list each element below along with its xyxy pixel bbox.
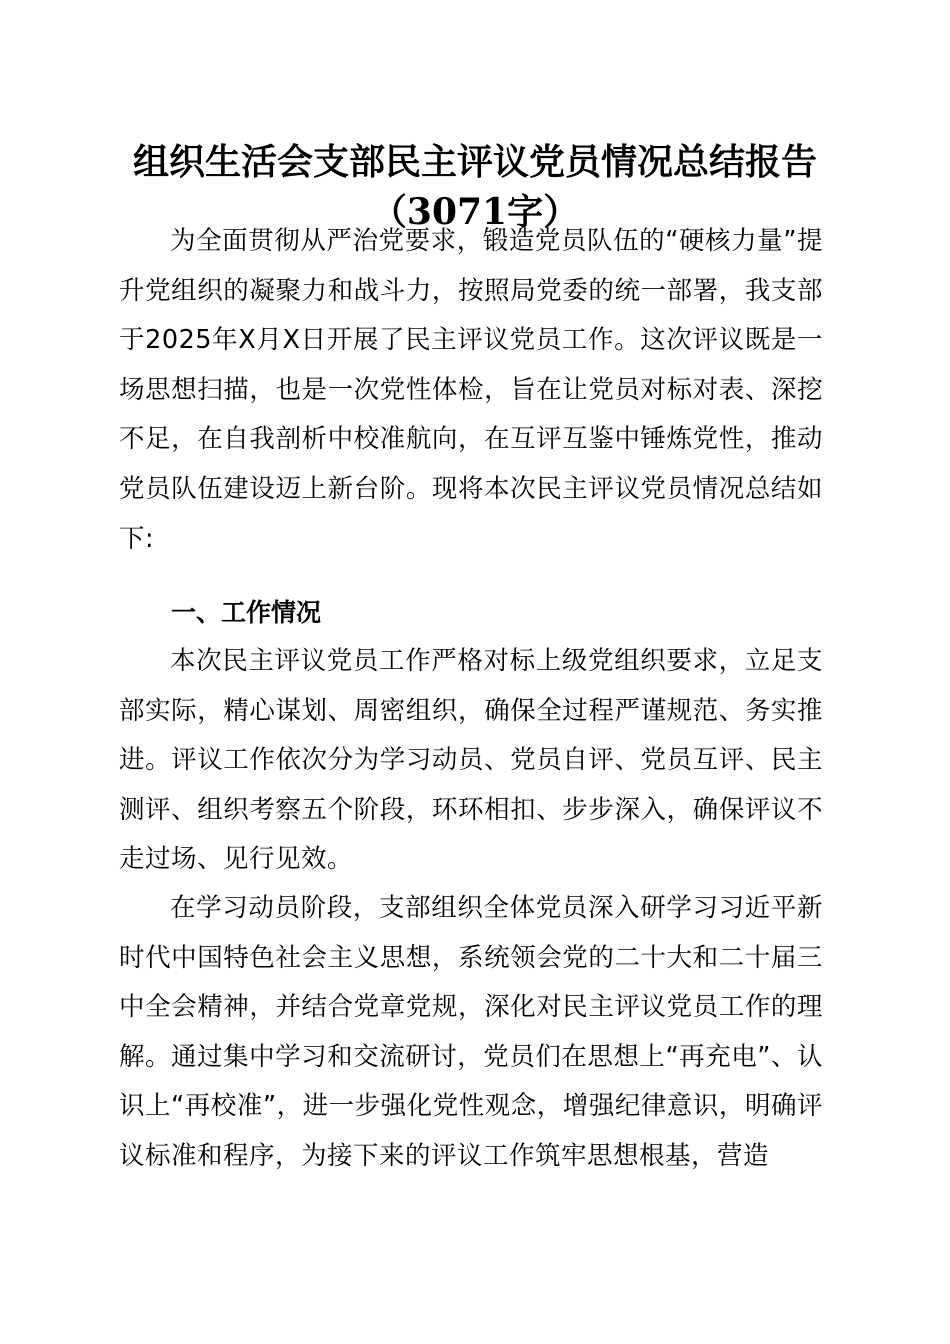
word-count-subtitle: （3071字） — [370, 191, 580, 233]
section-heading: 一、工作情况 — [171, 598, 322, 627]
work-overview-paragraph: 本次民主评议党员工作严格对标上级党组织要求，立足支部实际，精心谋划、周密组织，确保全过程严谨规范、务实推进。评议工作依次分为学习动员、党员自评、党员互评、民主测评、组织考察五个阶段，环环相扣、步步深入，确保评议不走过场、见行见效。 — [119, 646, 823, 875]
intro-paragraph: 为全面贯彻从严治党要求，锻造党员队伍的“硬核力量”提升党组织的凝聚力和战斗力，按照局党委的统一部署，我支部于2025年X月X日开展了民主评议党员工作。这次评议既是一场思想扫描，也是一次党性体检，旨在让党员对标对表、深挖不足，在自我剖析中校准航向，在互评互鉴中锤炼党性，推动党员队伍建设迈上新台阶。现将本次民主评议党员情况总结如下: — [119, 226, 823, 554]
study-mobilization-paragraph: 在学习动员阶段，支部组织全体党员深入研学习习近平新时代中国特色社会主义思想，系统领会党的二十大和二十届三中全会精神，并结合党章党规，深化对民主评议党员工作的理解。通过集中学习和交流研讨，党员们在思想上“再充电”、认识上“再校准”，进一步强化党性观念，增强纪律意识，明确评议标准和程序，为接下来的评议工作筑牢思想根基，营造 — [119, 893, 823, 1171]
document-title: 组织生活会支部民主评议党员情况总结报告 — [132, 141, 817, 183]
